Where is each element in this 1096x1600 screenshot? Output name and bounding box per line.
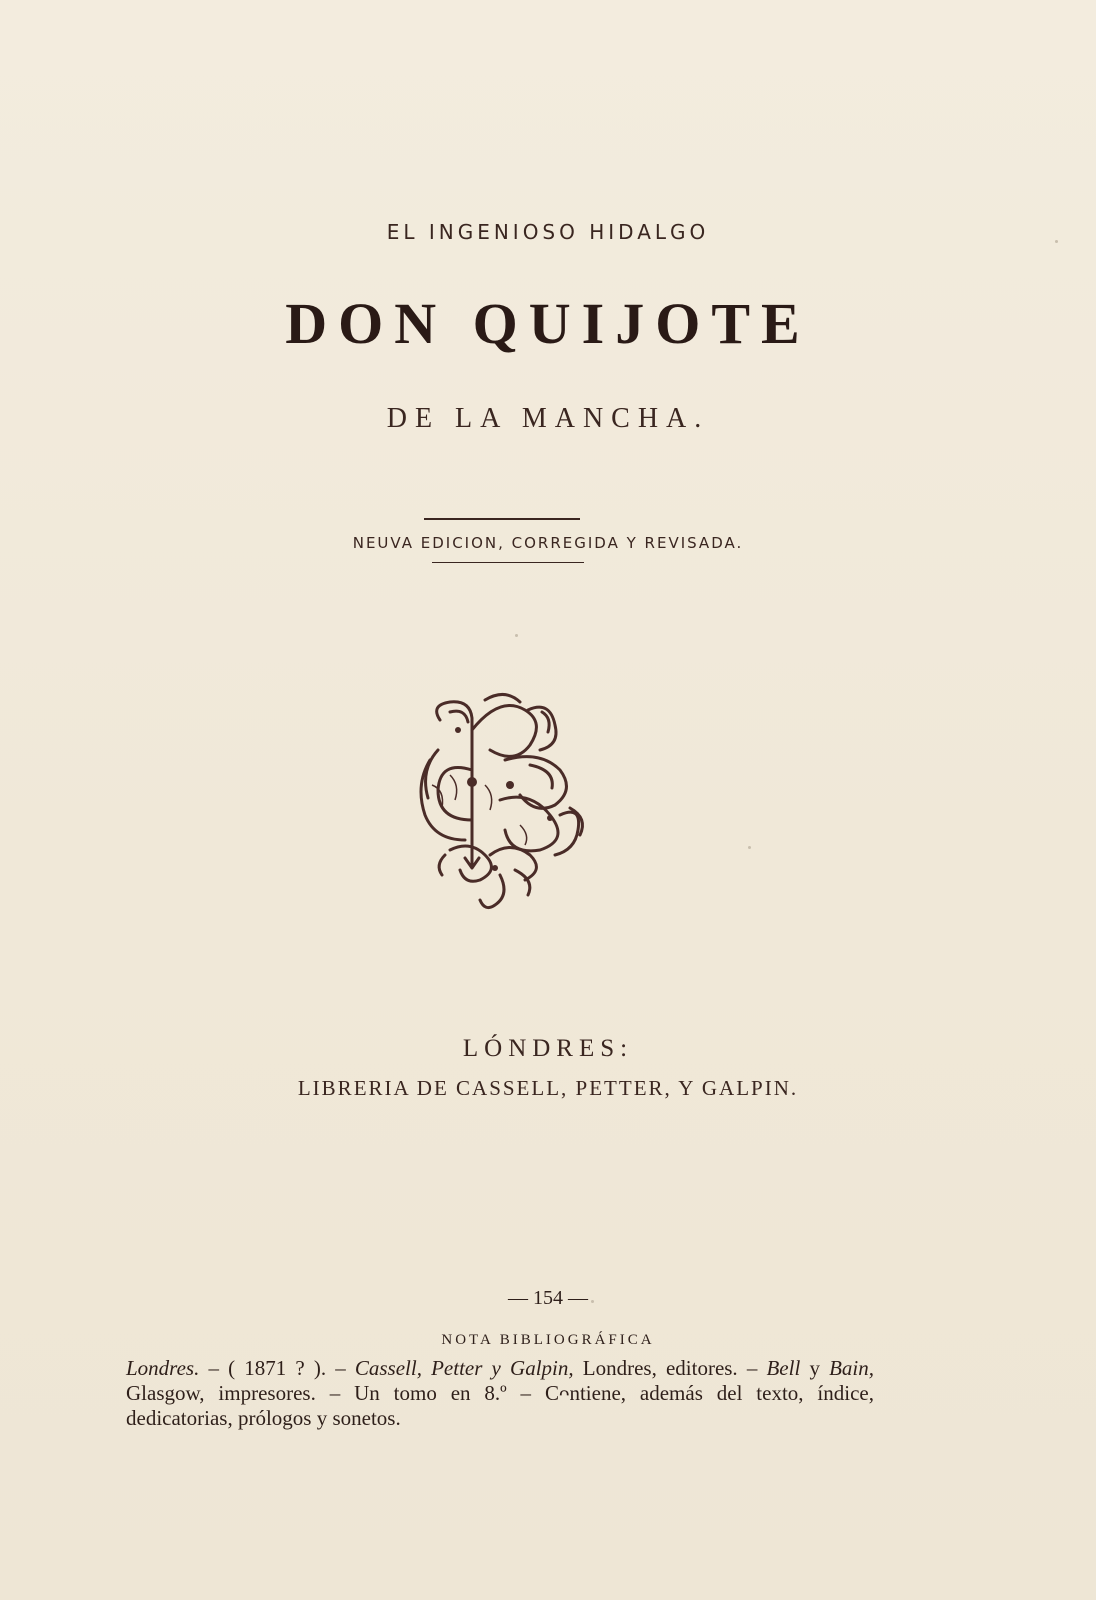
imprint-city: LÓNDRES:	[462, 1035, 634, 1062]
note-printer-1: Bell	[766, 1356, 801, 1380]
paper-speck	[515, 634, 518, 637]
paper-speck	[591, 1300, 594, 1303]
note-rest: Glasgow, impresores. – Un tomo en 8.º – Cᴖntiene, además del texto, índice, dedicatorias, prólogos y sonetos.	[126, 1381, 874, 1430]
page-number: — 154 —	[508, 1287, 588, 1309]
paper-speck	[1055, 240, 1058, 243]
note-city: Londres.	[126, 1356, 200, 1380]
subtitle-top: EL INGENIOSO HIDALGO	[386, 220, 710, 244]
rule-top	[424, 518, 580, 520]
edition-note: NEUVA EDICION, CORREGIDA Y REVISADA.	[352, 534, 744, 552]
imprint-publisher: LIBRERIA DE CASSELL, PETTER, Y GALPIN.	[297, 1076, 799, 1100]
note-printer-joiner: y	[800, 1356, 830, 1380]
note-heading: NOTA BIBLIOGRÁFICA	[441, 1332, 655, 1348]
main-title: DON QUIJOTE	[285, 291, 811, 356]
note-editors: Londres, editores. –	[573, 1356, 767, 1380]
note-publisher-1: Cassell,	[354, 1356, 422, 1380]
ornamental-monogram-icon	[410, 690, 590, 915]
note-date: – ( 1871 ? ). –	[199, 1356, 355, 1380]
note-printer-2: Bain,	[829, 1356, 874, 1380]
rule-bottom	[432, 562, 584, 563]
note-publisher-2: Petter y Galpin,	[421, 1356, 574, 1380]
paper-speck	[748, 846, 751, 849]
bibliographic-note	[126, 1356, 874, 1431]
title-place: DE LA MANCHA.	[386, 403, 710, 434]
